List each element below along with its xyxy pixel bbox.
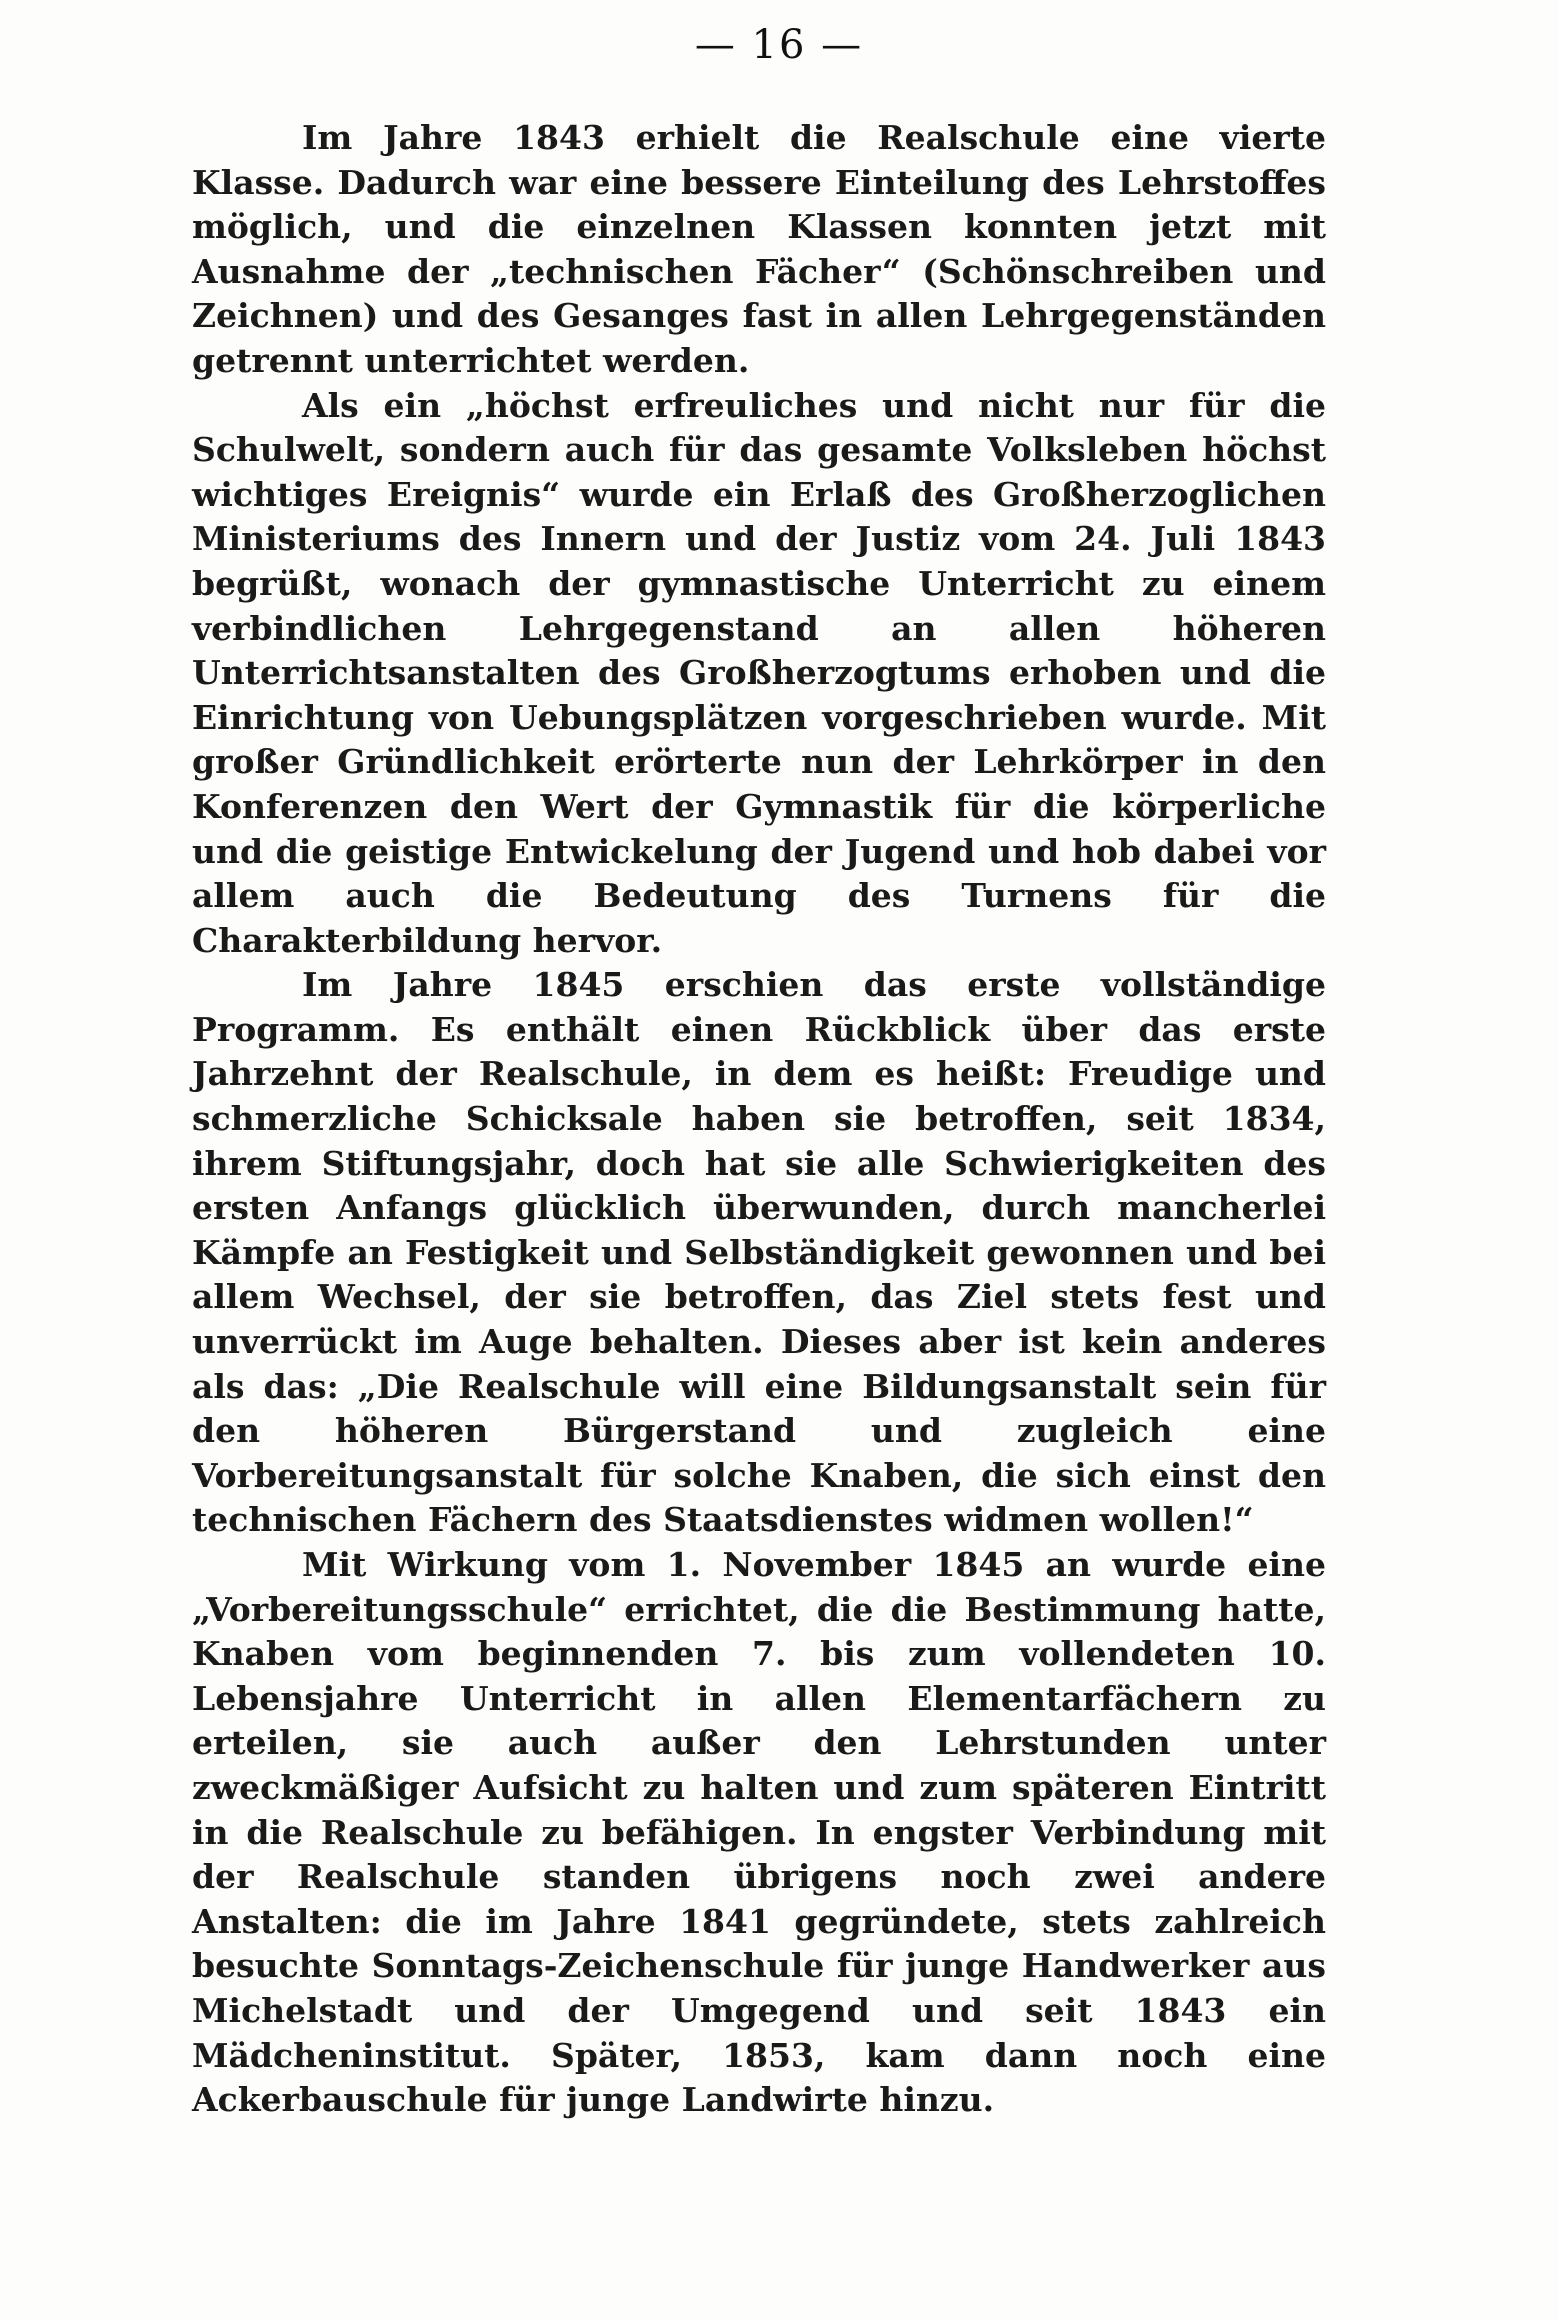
paragraph-1: Im Jahre 1843 erhielt die Realschule eine vierte Klasse. Dadurch war eine bessere Einteilung des Lehrstoffes möglich, und die einzelnen Klassen konnten jetzt mit Ausnahme der „technischen Fächer“ (Schönschreiben und Zeichnen) und des Gesanges fast in allen Lehrgegenständen getrennt unterrichtet werden.: [192, 118, 1326, 380]
paragraph-4: Mit Wirkung vom 1. November 1845 an wurde eine „Vorbereitungsschule“ errichtet, die die Bestimmung hatte, Knaben vom beginnenden 7. bis zum vollendeten 10. Lebensjahre Unterricht in allen Elementarfächern zu erteilen, sie auch außer den Lehrstunden unter zweckmäßiger Aufsicht zu halten und zum späteren Eintritt in die Realschule zu befähigen. In engster Verbindung mit der Realschule standen übrigens noch zwei andere Anstalten: die im Jahre 1841 gegründete, stets zahlreich besuchte Sonntags-Zeichenschule für junge Handwerker aus Michelstadt und der Umgegend und seit 1843 ein Mädcheninstitut. Später, 1853, kam dann noch eine Ackerbauschule für junge Landwirte hinzu.: [192, 1545, 1326, 2120]
page-number: — 16 —: [694, 22, 864, 68]
body-text: [192, 116, 1326, 2123]
paragraph-3: Im Jahre 1845 erschien das erste vollständige Programm. Es enthält einen Rückblick über das erste Jahrzehnt der Realschule, in dem es heißt: Freudige und schmerzliche Schicksale haben sie betroffen, seit 1834, ihrem Stiftungsjahr, doch hat sie alle Schwierigkeiten des ersten Anfangs glücklich überwunden, durch mancherlei Kämpfe an Festigkeit und Selbständigkeit gewonnen und bei allem Wechsel, der sie betroffen, das Ziel stets fest und unverrückt im Auge behalten. Dieses aber ist kein anderes als das: „Die Realschule will eine Bildungsanstalt sein für den höheren Bürgerstand und zugleich eine Vorbereitungsanstalt für solche Knaben, die sich einst den technischen Fächern des Staatsdienstes widmen wollen!“: [192, 965, 1326, 1540]
paragraph-2: Als ein „höchst erfreuliches und nicht nur für die Schulwelt, sondern auch für das gesamte Volksleben höchst wichtiges Ereignis“ wurde ein Erlaß des Großherzoglichen Ministeriums des Innern und der Justiz vom 24. Juli 1843 begrüßt, wonach der gymnastische Unterricht zu einem verbindlichen Lehrgegenstand an allen höheren Unterrichtsanstalten des Großherzogtums erhoben und die Einrichtung von Uebungsplätzen vorgeschrieben wurde. Mit großer Gründlichkeit erörterte nun der Lehrkörper in den Konferenzen den Wert der Gymnastik für die körperliche und die geistige Entwickelung der Jugend und hob dabei vor allem auch die Bedeutung des Turnens für die Charakterbildung hervor.: [192, 385, 1326, 960]
